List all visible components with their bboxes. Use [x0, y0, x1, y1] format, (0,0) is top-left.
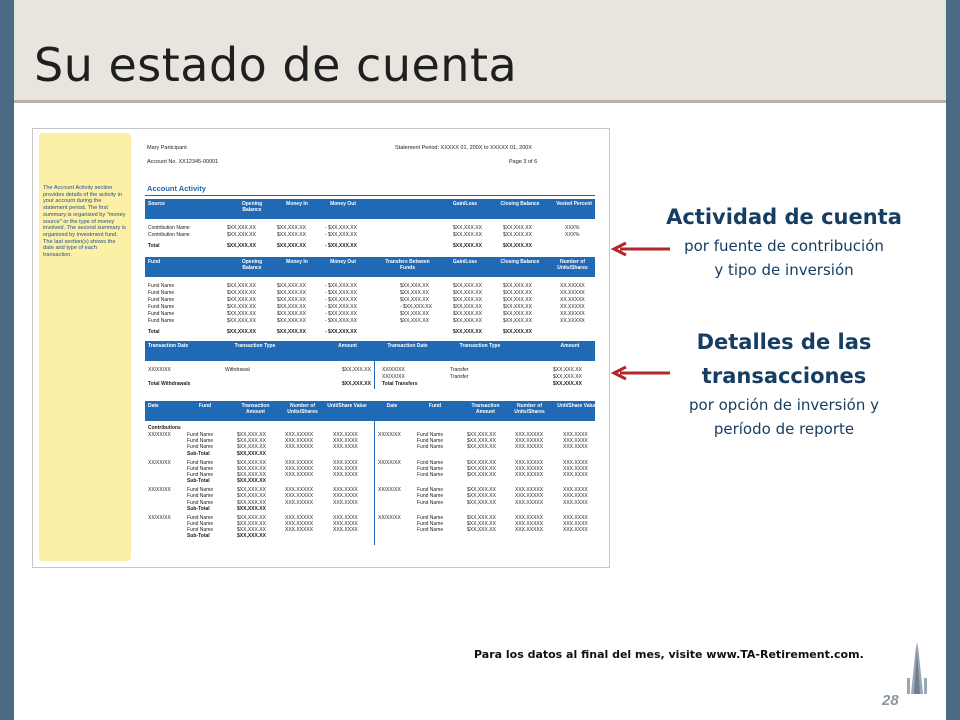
- column-header: Transaction Date: [387, 343, 428, 349]
- table-divider: [374, 421, 375, 545]
- subtotal-label: Sub-Total: [187, 533, 210, 540]
- table-cell: $XX,XXX.XX: [237, 459, 266, 466]
- table-cell: Fund Name: [187, 444, 214, 451]
- table-cell: $XX,XXX.XX: [553, 367, 582, 373]
- table-cell: XXX.XXXX: [563, 487, 588, 494]
- column-header: Transaction Amount: [471, 403, 500, 415]
- table-cell: XXX.XXXX: [333, 527, 358, 534]
- table-cell: XXX.XXXXX: [515, 465, 544, 472]
- table-cell: Fund Name: [148, 318, 175, 324]
- table-cell: $XX,XXX.XX: [237, 527, 266, 534]
- table-header: [145, 341, 595, 361]
- table-cell: - $XX,XXX.XX: [325, 232, 357, 238]
- table-cell: $XX,XXX.XX: [453, 225, 482, 231]
- table-cell: Fund Name: [187, 432, 214, 438]
- sidebar-note-text: The Account Activity section provides details of the activity in your account during the statement period. The first summary is organized by "money source" or the type of money involved. The second summary is organized by investment fund. The last section(s) shows the date and type of each transaction.: [43, 185, 126, 259]
- table-cell: - $XX,XXX.XX: [325, 311, 357, 317]
- total-cell: - $XX,XXX.XX: [325, 243, 357, 249]
- table-cell: $XX,XXX.XX: [237, 472, 266, 478]
- table-cell: Transfer: [450, 367, 469, 373]
- table-cell: XXX.XXXX: [333, 499, 358, 506]
- total-cell: Total: [148, 243, 160, 249]
- table-cell: $XX,XXX.XX: [453, 283, 482, 289]
- column-header: Amount: [560, 343, 580, 349]
- table-cell: $XX,XXX.XX: [227, 304, 256, 310]
- table-header: [145, 199, 595, 219]
- table-cell: - $XX,XXX.XX: [325, 297, 357, 303]
- table-cell: XXX.XXXXX: [285, 493, 314, 500]
- table-cell: Fund Name: [417, 499, 444, 506]
- column-header: Closing Balance: [500, 259, 540, 265]
- total-cell: $XX,XXX.XX: [277, 243, 306, 249]
- table-cell: $XX,XXX.XX: [453, 232, 482, 238]
- table-cell: XXX.XXXX: [563, 444, 588, 451]
- footer-note: Para los datos al final del mes, visite www.TA-Retirement.com.: [474, 648, 864, 661]
- column-header: Money Out: [330, 201, 356, 207]
- table-cell: $XX,XXX.XX: [503, 304, 532, 310]
- table-cell: $XX,XXX.XX: [503, 297, 532, 303]
- callout-transaction-details: [639, 325, 929, 441]
- statement-image: [32, 128, 610, 568]
- table-cell: XXX.XXXX: [563, 465, 588, 472]
- subtotal-amount: $XX,XXX.XX: [237, 478, 266, 485]
- table-cell: XXX.XXXX: [333, 493, 358, 500]
- table-cell: XX/XX/XX: [378, 514, 401, 521]
- table-cell: XXX.XXXX: [563, 521, 588, 527]
- table-cell: Fund Name: [148, 311, 175, 317]
- table-cell: Transfer: [450, 374, 469, 380]
- table-cell: $XX,XXX.XX: [277, 225, 306, 231]
- table-cell: Fund Name: [148, 297, 175, 303]
- statement-page: Page 3 of 6: [509, 159, 538, 165]
- table-cell: XXX.XXXXX: [515, 444, 544, 451]
- group-label: Contributions: [148, 425, 181, 431]
- table-cell: Fund Name: [187, 499, 214, 506]
- table-cell: XXX.XXXXX: [285, 521, 314, 527]
- table-cell: XXX.XXXX: [333, 432, 358, 438]
- subtotal-label: Sub-Total: [187, 505, 210, 512]
- callout-sub-line: y tipo de inversión: [714, 261, 854, 279]
- column-header: Number of Units/Shares: [287, 403, 318, 415]
- table-cell: $XX,XXX.XX: [467, 521, 496, 527]
- table-cell: Fund Name: [187, 465, 214, 472]
- sidebar-note: [39, 133, 131, 561]
- total-cell: Total: [148, 329, 160, 335]
- table-cell: XXX.XXXXX: [285, 432, 314, 438]
- table-cell: XX/XX/XX: [378, 432, 401, 438]
- table-cell: Fund Name: [417, 487, 444, 494]
- table-cell: XX/XX/XX: [148, 459, 171, 466]
- table-cell: XXX.XXXXX: [285, 514, 314, 521]
- table-cell: $XX,XXX.XX: [467, 514, 496, 521]
- table-cell: Fund Name: [417, 521, 444, 527]
- section-rule: [145, 195, 595, 196]
- table-cell: XXX.XXXXX: [515, 514, 544, 521]
- table-cell: $XX,XXX.XX: [503, 283, 532, 289]
- table-cell: XXX.XXXX: [333, 444, 358, 451]
- table-cell: $XX,XXX.XX: [467, 465, 496, 472]
- table-cell: XX/XX/XX: [378, 487, 401, 494]
- table-cell: XXX.XXXXX: [515, 499, 544, 506]
- table-cell: $XX,XXX.XX: [453, 311, 482, 317]
- table-cell: Fund Name: [417, 472, 444, 478]
- table-cell: Fund Name: [417, 527, 444, 534]
- table-cell: $XX,XXX.XX: [342, 367, 371, 373]
- column-header: Money Out: [330, 259, 356, 265]
- table-cell: - $XX,XXX.XX: [325, 290, 357, 296]
- table-cell: $XX,XXX.XX: [237, 432, 266, 438]
- table-cell: Contribution Name: [148, 232, 190, 238]
- table-cell: XXX.XXXXX: [515, 472, 544, 478]
- table-cell: $XX,XXX.XX: [503, 225, 532, 231]
- table-cell: $XX,XXX.XX: [237, 487, 266, 494]
- total-cell: $XX,XXX.XX: [277, 329, 306, 335]
- table-cell: $XX,XXX.XX: [237, 521, 266, 527]
- table-cell: $XX,XXX.XX: [467, 438, 496, 445]
- table-cell: $XX,XXX.XX: [453, 297, 482, 303]
- total-cell: $XX,XXX.XX: [453, 329, 482, 335]
- column-header: Source: [148, 201, 165, 207]
- table-cell: $XX,XXX.XX: [400, 283, 429, 289]
- table-cell: $XX,XXX.XX: [277, 318, 306, 324]
- table-cell: Fund Name: [417, 432, 444, 438]
- table-cell: XX/XX/XX: [382, 367, 405, 373]
- table-cell: XXX.XXXXX: [285, 465, 314, 472]
- table-cell: XXX.XXXX: [563, 514, 588, 521]
- table-cell: $XX,XXX.XX: [453, 304, 482, 310]
- column-header: Transaction Type: [459, 343, 501, 349]
- column-header: Closing Balance: [500, 201, 540, 207]
- table-cell: Fund Name: [187, 472, 214, 478]
- table-cell: $XX,XXX.XX: [400, 290, 429, 296]
- column-header: Opening Balance: [241, 259, 263, 271]
- table-cell: $XX,XXX.XX: [277, 290, 306, 296]
- table-cell: $XX,XXX.XX: [277, 283, 306, 289]
- column-header: Vested Percent: [556, 201, 592, 207]
- table-cell: XX/XX/XX: [148, 514, 171, 521]
- table-cell: Fund Name: [417, 465, 444, 472]
- column-header: Opening Balance: [241, 201, 263, 213]
- callout-heading: Detalles de las: [696, 330, 872, 354]
- table-cell: $XX,XXX.XX: [467, 459, 496, 466]
- table-cell: $XX,XXX.XX: [277, 311, 306, 317]
- table-cell: XX.XXXXX: [560, 283, 585, 289]
- table-cell: Fund Name: [417, 459, 444, 466]
- table-cell: XXX.XXXXX: [515, 527, 544, 534]
- table-cell: XX.XXXXX: [560, 311, 585, 317]
- table-cell: XX/XX/XX: [382, 374, 405, 380]
- table-divider: [374, 341, 375, 389]
- table-cell: Fund Name: [417, 514, 444, 521]
- table-cell: $XX,XXX.XX: [277, 232, 306, 238]
- total-cell: $XX,XXX.XX: [227, 243, 256, 249]
- table-cell: $XX,XXX.XX: [503, 290, 532, 296]
- subtotal-amount: $XX,XXX.XX: [237, 450, 266, 457]
- table-header: [145, 401, 595, 421]
- column-header: Amount: [338, 343, 357, 349]
- table-cell: $XX,XXX.XX: [277, 304, 306, 310]
- subtotal-label: Sub-Total: [187, 478, 210, 485]
- table-cell: $XX,XXX.XX: [503, 311, 532, 317]
- table-cell: Fund Name: [417, 438, 444, 445]
- callout-sub-line: por opción de inversión y: [689, 396, 879, 414]
- table-cell: XX/XX/XX: [148, 432, 171, 438]
- table-cell: $XX,XXX.XX: [237, 465, 266, 472]
- table-cell: XX.XXXXX: [560, 297, 585, 303]
- table-cell: XXX.XXXX: [563, 438, 588, 445]
- table-cell: XXX.XXXXX: [515, 459, 544, 466]
- table-cell: $XX,XXX.XX: [237, 493, 266, 500]
- table-cell: XXX.XXXX: [563, 493, 588, 500]
- table-cell: $XX,XXX.XX: [277, 297, 306, 303]
- total-cell: $XX,XXX.XX: [453, 243, 482, 249]
- table-cell: $XX,XXX.XX: [467, 493, 496, 500]
- table-cell: XXX.XXXX: [333, 472, 358, 478]
- table-cell: $XX,XXX.XX: [467, 432, 496, 438]
- column-header: Transfers Between Funds: [385, 259, 430, 271]
- table-cell: XX/XX/XX: [378, 459, 401, 466]
- table-cell: Fund Name: [148, 290, 175, 296]
- table-cell: XXX.XXXXX: [285, 438, 314, 445]
- table-cell: XXX.XXXX: [563, 527, 588, 534]
- table-cell: Fund Name: [187, 527, 214, 534]
- column-header: Transaction Type: [234, 343, 276, 349]
- table-cell: $XX,XXX.XX: [503, 232, 532, 238]
- total-cell: $XX,XXX.XX: [503, 243, 532, 249]
- table-cell: Contribution Name: [148, 225, 190, 231]
- total-cell: $XX,XXX.XX: [553, 381, 582, 387]
- table-cell: XXX.XXXX: [333, 487, 358, 494]
- table-cell: $XX,XXX.XX: [227, 318, 256, 324]
- table-cell: $XX,XXX.XX: [227, 290, 256, 296]
- table-cell: XXX.XXXXX: [285, 499, 314, 506]
- table-cell: XXX%: [565, 225, 580, 231]
- subtotal-label: Sub-Total: [187, 450, 210, 457]
- column-header: Unit/Share Value: [557, 403, 597, 409]
- table-cell: XXX%: [565, 232, 580, 238]
- table-cell: XXX.XXXX: [563, 432, 588, 438]
- table-cell: XXX.XXXX: [333, 465, 358, 472]
- table-cell: Fund Name: [187, 487, 214, 494]
- table-cell: Fund Name: [187, 459, 214, 466]
- slide-title: Su estado de cuenta: [34, 38, 518, 92]
- slide: [14, 0, 946, 720]
- account-number: Account No. XX12345-00001: [147, 159, 219, 165]
- page-number: 28: [882, 692, 899, 709]
- table-cell: XX/XX/XX: [148, 487, 171, 494]
- table-cell: $XX,XXX.XX: [400, 297, 429, 303]
- table-cell: XXX.XXXXX: [515, 521, 544, 527]
- total-cell: $XX,XXX.XX: [342, 381, 371, 387]
- table-cell: XXX.XXXXX: [285, 459, 314, 466]
- callout-heading: Actividad de cuenta: [666, 205, 902, 229]
- column-header: Fund: [148, 259, 161, 265]
- column-header: Money In: [286, 201, 308, 207]
- callout-sub-line: por fuente de contribución: [684, 237, 884, 255]
- table-cell: - $XX,XXX.XX: [325, 318, 357, 324]
- table-cell: $XX,XXX.XX: [467, 527, 496, 534]
- table-cell: XXX.XXXXX: [285, 472, 314, 478]
- table-cell: XXX.XXXX: [333, 438, 358, 445]
- column-header: Fund: [428, 403, 442, 409]
- table-cell: $XX,XXX.XX: [467, 444, 496, 451]
- callout-sub-line: período de reporte: [713, 420, 855, 438]
- table-cell: XXX.XXXX: [563, 499, 588, 506]
- table-cell: XXX.XXXXX: [515, 487, 544, 494]
- table-cell: - $XX,XXX.XX: [325, 225, 357, 231]
- total-cell: Total Transfers: [382, 381, 418, 387]
- table-cell: XX.XXXXX: [560, 290, 585, 296]
- table-cell: XXX.XXXX: [563, 459, 588, 466]
- table-cell: $XX,XXX.XX: [237, 514, 266, 521]
- column-header: Date: [386, 403, 398, 409]
- column-header: Number of Units/Shares: [557, 259, 588, 271]
- table-cell: $XX,XXX.XX: [553, 374, 582, 380]
- total-cell: - $XX,XXX.XX: [325, 329, 357, 335]
- table-cell: Fund Name: [417, 493, 444, 500]
- table-cell: $XX,XXX.XX: [237, 438, 266, 445]
- table-cell: $XX,XXX.XX: [467, 472, 496, 478]
- table-header: [145, 257, 595, 277]
- table-cell: XXX.XXXX: [333, 514, 358, 521]
- table-cell: $XX,XXX.XX: [400, 311, 429, 317]
- table-cell: XXX.XXXX: [333, 521, 358, 527]
- pyramid-logo-icon: [904, 640, 930, 696]
- table-cell: XXX.XXXXX: [285, 444, 314, 451]
- column-header: Number of Units/Shares: [514, 403, 545, 415]
- subtotal-amount: $XX,XXX.XX: [237, 505, 266, 512]
- table-cell: - $XX,XXX.XX: [400, 304, 432, 310]
- table-cell: Fund Name: [187, 514, 214, 521]
- table-cell: XX.XXXXX: [560, 304, 585, 310]
- statement-period: Statement Period: XXXXX 01, 200X to XXXXX 01, 200X: [395, 145, 532, 151]
- column-header: Date: [148, 403, 159, 409]
- table-cell: XXX.XXXXX: [285, 527, 314, 534]
- table-cell: $XX,XXX.XX: [227, 225, 256, 231]
- table-cell: Fund Name: [417, 444, 444, 451]
- table-cell: $XX,XXX.XX: [453, 318, 482, 324]
- table-cell: XX.XXXXX: [560, 318, 585, 324]
- table-cell: $XX,XXX.XX: [400, 318, 429, 324]
- account-activity-title: Account Activity: [147, 184, 206, 193]
- table-cell: $XX,XXX.XX: [227, 297, 256, 303]
- total-cell: $XX,XXX.XX: [503, 329, 532, 335]
- table-cell: XXX.XXXXX: [285, 487, 314, 494]
- table-cell: XXX.XXXXX: [515, 438, 544, 445]
- subtotal-amount: $XX,XXX.XX: [237, 533, 266, 540]
- table-cell: Fund Name: [148, 283, 175, 289]
- table-cell: XXX.XXXXX: [515, 493, 544, 500]
- column-header: Gain/Loss: [452, 201, 478, 207]
- table-cell: XXX.XXXX: [563, 472, 588, 478]
- table-cell: $XX,XXX.XX: [227, 311, 256, 317]
- table-cell: Fund Name: [187, 521, 214, 527]
- column-header: Money In: [286, 259, 308, 265]
- table-cell: - $XX,XXX.XX: [325, 283, 357, 289]
- table-cell: Fund Name: [187, 493, 214, 500]
- table-cell: Fund Name: [187, 438, 214, 445]
- table-cell: $XX,XXX.XX: [237, 499, 266, 506]
- total-cell: Total Withdrawals: [148, 381, 191, 387]
- table-cell: XXX.XXXXX: [515, 432, 544, 438]
- table-cell: $XX,XXX.XX: [237, 444, 266, 451]
- total-cell: $XX,XXX.XX: [227, 329, 256, 335]
- table-cell: $XX,XXX.XX: [467, 499, 496, 506]
- column-header: Transaction Amount: [241, 403, 270, 415]
- table-cell: $XX,XXX.XX: [467, 487, 496, 494]
- table-cell: $XX,XXX.XX: [503, 318, 532, 324]
- table-cell: $XX,XXX.XX: [227, 232, 256, 238]
- table-cell: $XX,XXX.XX: [453, 290, 482, 296]
- table-cell: XX/XX/XX: [148, 367, 171, 373]
- table-cell: XXX.XXXX: [333, 459, 358, 466]
- column-header: Fund: [198, 403, 212, 409]
- column-header: Transaction Date: [148, 343, 189, 349]
- callout-account-activity: [639, 200, 929, 282]
- table-cell: Withdrawal: [225, 367, 250, 373]
- callout-heading: transacciones: [701, 364, 867, 388]
- table-cell: $XX,XXX.XX: [227, 283, 256, 289]
- table-cell: - $XX,XXX.XX: [325, 304, 357, 310]
- column-header: Gain/Loss: [452, 259, 478, 265]
- column-header: Unit/Share Value: [327, 403, 367, 409]
- participant-name: Mary Participant: [147, 145, 187, 151]
- title-band: [14, 0, 946, 103]
- table-cell: Fund Name: [148, 304, 175, 310]
